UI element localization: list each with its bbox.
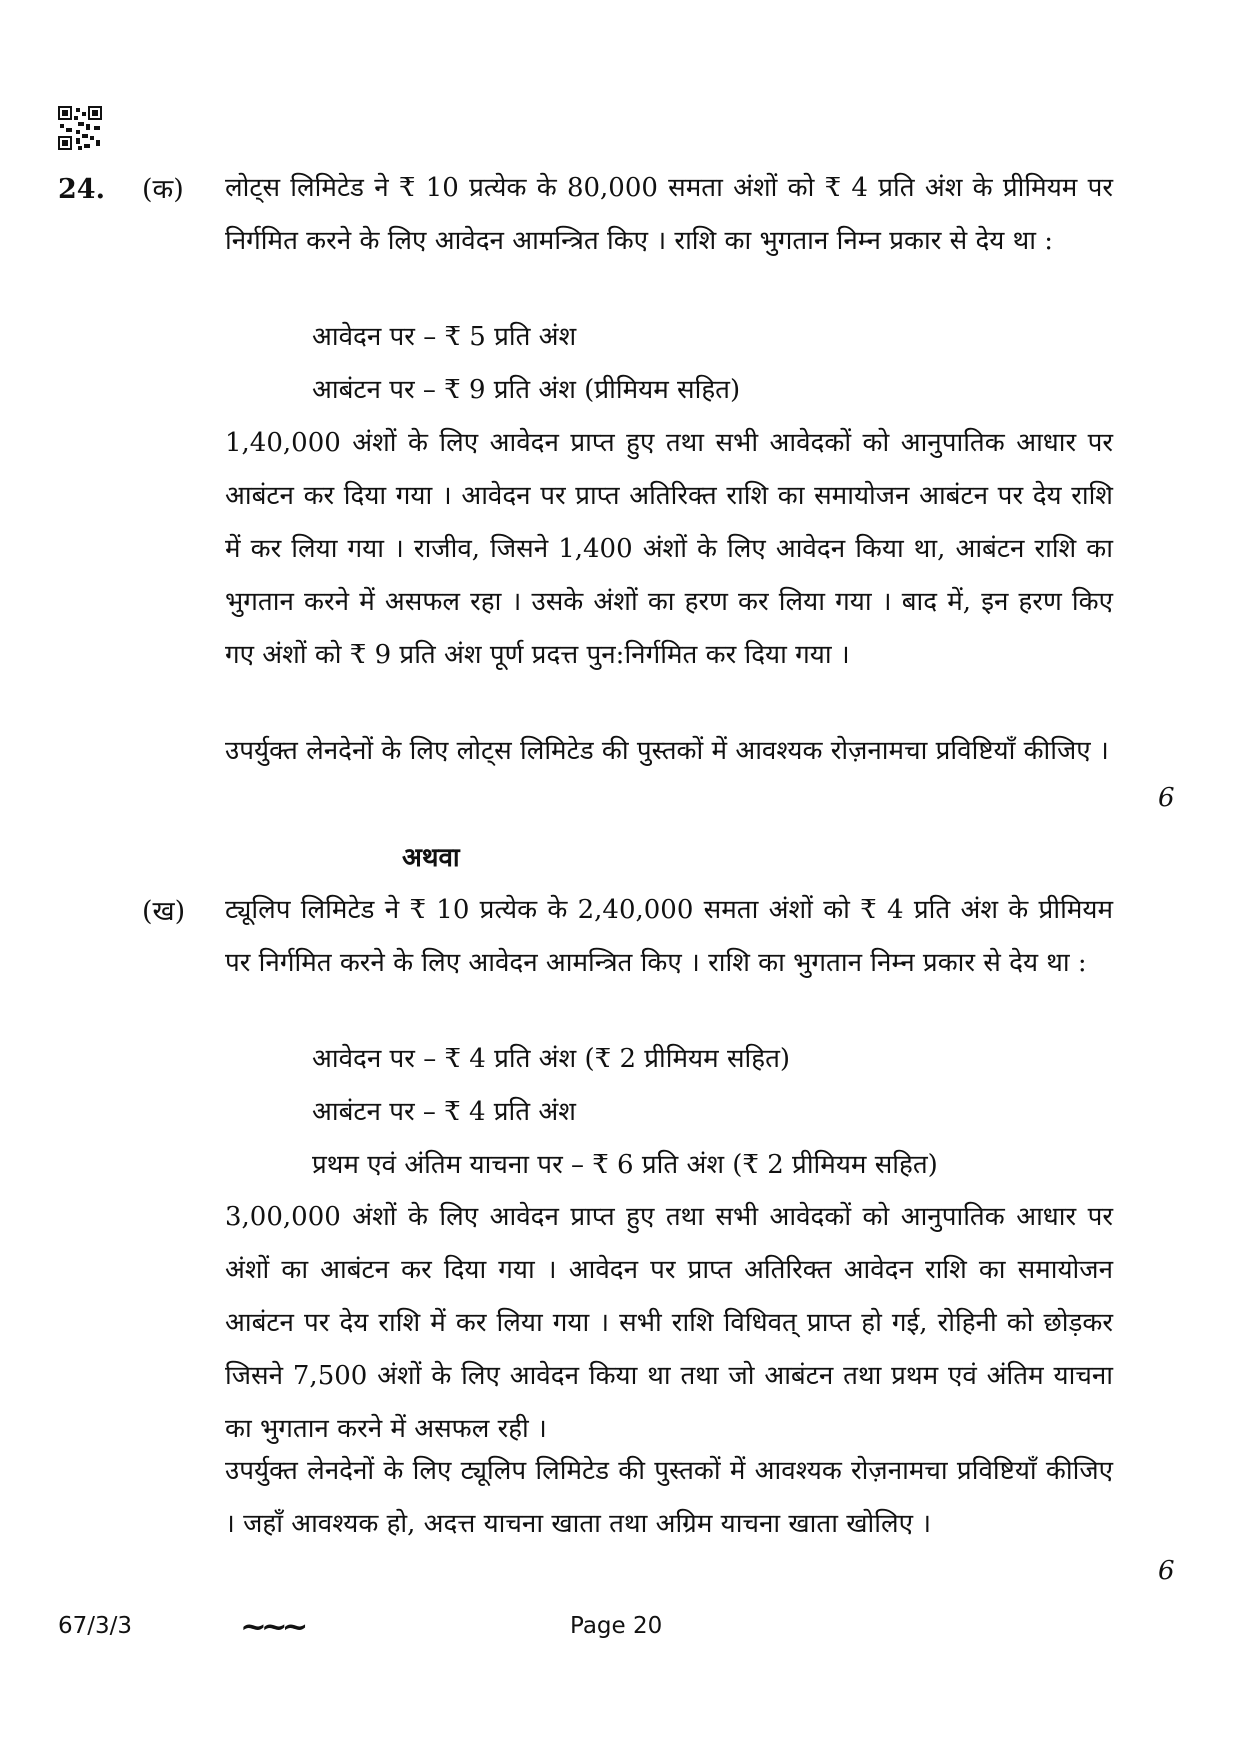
part-a-body (225, 417, 1113, 682)
paper-code: 67/3/3 (58, 1613, 133, 1639)
footer-wave-mark: ~~~ (240, 1607, 303, 1645)
page-number: Page 20 (570, 1613, 663, 1639)
part-b-marks: 6 (1158, 1556, 1175, 1586)
part-a-marks: 6 (1158, 783, 1175, 813)
part-b-body-text: 3,00,000 अंशों के लिए आवेदन प्राप्त हुए तथा सभी आवेदकों को आनुपातिक आधार पर अंशों का आबंटन कर दिया गया । आवेदन पर प्राप्त अतिरिक्त आवेदन राशि का समायोजन आबंटन पर देय राशि में कर लिया गया । सभी राशि विधिवत् प्राप्त हो गई, रोहिनी को छोड़कर जिसने 7,500 अंशों के लिए आवेदन किया था तथा जो आबंटन तथा प्रथम एवं अंतिम याचना का भुगतान करने में असफल रही । (225, 1202, 1113, 1444)
part-a-instruction-text: उपर्युक्त लेनदेनों के लिए लोट्स लिमिटेड की पुस्तकों में आवश्यक रोज़नामचा प्रविष्टियाँ कीजिए । (225, 736, 1109, 766)
or-heading: अथवा (402, 843, 460, 873)
part-b-schedule-item: प्रथम एवं अंतिम याचना पर – ₹ 6 प्रति अंश (₹ 2 प्रीमियम सहित) (312, 1150, 938, 1180)
part-a-intro (225, 162, 1113, 268)
part-b-instruction-text: उपर्युक्त लेनदेनों के लिए ट्यूलिप लिमिटेड की पुस्तकों में आवश्यक रोज़नामचा प्रविष्टियाँ कीजिए । जहाँ आवश्यक हो, अदत्त याचना खाता तथा अग्रिम याचना खाता खोलिए । (225, 1456, 1113, 1539)
part-b-schedule-item: आवेदन पर – ₹ 4 प्रति अंश (₹ 2 प्रीमियम सहित) (312, 1044, 791, 1074)
part-a-label: (क) (142, 174, 184, 205)
part-a-intro-text: लोट्स लिमिटेड ने ₹ 10 प्रत्येक के 80,000 समता अंशों को ₹ 4 प्रति अंश के प्रीमियम पर निर्गमित करने के लिए आवेदन आमन्त्रित किए । राशि का भुगतान निम्न प्रकार से देय था : (225, 173, 1113, 256)
part-a-body-text: 1,40,000 अंशों के लिए आवेदन प्राप्त हुए तथा सभी आवेदकों को आनुपातिक आधार पर आबंटन कर दिया गया । आवेदन पर प्राप्त अतिरिक्त राशि का समायोजन आबंटन पर देय राशि में कर लिया गया । राजीव, जिसने 1,400 अंशों के लिए आवेदन किया था, आबंटन राशि का भुगतान करने में असफल रहा । उसके अंशों का हरण कर लिया गया । बाद में, इन हरण किए गए अंशों को ₹ 9 प्रति अंश पूर्ण प्रदत्त पुन:निर्गमित कर दिया गया । (225, 428, 1113, 670)
part-a-schedule-item: आबंटन पर – ₹ 9 प्रति अंश (प्रीमियम सहित) (312, 375, 741, 405)
qr-code-icon (58, 106, 102, 150)
part-b-schedule-item: आबंटन पर – ₹ 4 प्रति अंश (312, 1097, 576, 1127)
part-b-instruction (225, 1445, 1113, 1551)
part-a-schedule-item: आवेदन पर – ₹ 5 प्रति अंश (312, 322, 577, 352)
part-b-body (225, 1191, 1113, 1456)
part-b-label: (ख) (142, 896, 186, 927)
part-a-instruction (225, 725, 1113, 778)
part-b-intro-text: ट्यूलिप लिमिटेड ने ₹ 10 प्रत्येक के 2,40,000 समता अंशों को ₹ 4 प्रति अंश के प्रीमियम पर निर्गमित करने के लिए आवेदन आमन्त्रित किए । राशि का भुगतान निम्न प्रकार से देय था : (225, 895, 1113, 978)
question-number: 24. (58, 174, 105, 205)
part-b-intro (225, 884, 1113, 990)
